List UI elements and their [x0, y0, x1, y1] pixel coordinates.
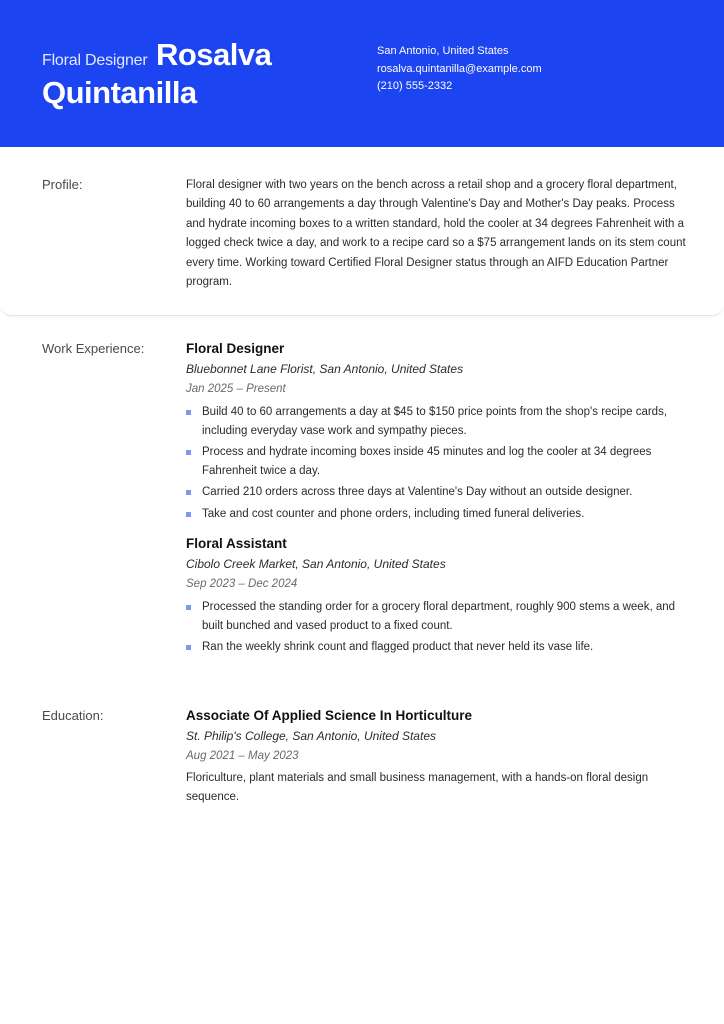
bullet-marker — [186, 605, 191, 610]
last-name: Quintanilla — [42, 75, 197, 110]
contact-info — [377, 43, 542, 96]
job-entry — [186, 535, 686, 657]
location: San Antonio, United States — [377, 45, 509, 57]
list-item: Processed the standing order for a grocery floral department, roughly 900 stems a week, and built bunched and vased product to a fixed count. — [186, 598, 686, 635]
profile-label: Profile: — [42, 177, 83, 192]
bullet-marker — [186, 450, 191, 455]
degree-title: Associate Of Applied Science In Horticulture — [186, 708, 473, 723]
job-dates: Sep 2023 – Dec 2024 — [186, 578, 298, 590]
work-experience-label: Work Experience: — [42, 341, 145, 356]
bullet-marker — [186, 512, 191, 517]
education-label: Education: — [42, 708, 104, 723]
name-block — [42, 38, 342, 110]
email: rosalva.quintanilla@example.com — [377, 62, 542, 75]
job-title: Floral Designer — [186, 341, 285, 356]
job-entry — [186, 340, 686, 523]
bullet-marker — [186, 490, 191, 495]
list-item: Carried 210 orders across three days at Valentine's Day without an outside designer. — [186, 483, 686, 502]
list-item: Take and cost counter and phone orders, including timed funeral deliveries. — [186, 505, 686, 524]
school-name: St. Philip's College, San Antonio, United States — [186, 729, 436, 743]
bullet-marker — [186, 645, 191, 650]
list-item: Ran the weekly shrink count and flagged product that never held its vase life. — [186, 638, 686, 657]
work-experience-content — [186, 340, 686, 660]
job-dates: Jan 2025 – Present — [186, 383, 286, 395]
job-title: Floral Assistant — [186, 536, 287, 551]
profile-text: Floral designer with two years on the bench across a retail shop and a grocery floral department, building 40 to 60 arrangements a day through Valentine's Day and Mother's Day peaks. Process and hydrate incoming boxes to a written standard, hold the cooler at 34 degrees Fahrenheit with a logged check twice a day, and work to a recipe card so a $75 arrangement lands on its stem count every time. Working toward Certified Floral Designer status through an AIFD Education Partner program. — [186, 179, 686, 289]
education-description: Floriculture, plant materials and small business management, with a hands-on floral design sequence. — [186, 772, 649, 803]
education-content — [186, 707, 686, 807]
job-bullets — [186, 598, 686, 657]
resume-header — [0, 0, 724, 147]
list-item: Process and hydrate incoming boxes inside 45 minutes and log the cooler at 34 degrees Fahrenheit twice a day. — [186, 443, 686, 480]
bullet-marker — [186, 410, 191, 415]
job-company: Bluebonnet Lane Florist, San Antonio, United States — [186, 362, 464, 376]
phone: (210) 555-2332 — [377, 80, 453, 92]
job-bullets — [186, 403, 686, 523]
first-name: Rosalva — [155, 37, 272, 72]
job-role: Floral Designer — [42, 52, 148, 69]
job-company: Cibolo Creek Market, San Antonio, United States — [186, 557, 446, 571]
list-item: Build 40 to 60 arrangements a day at $45 to $150 price points from the shop's recipe cards, including everyday vase work and sympathy pieces. — [186, 403, 686, 440]
profile-section — [0, 147, 724, 316]
education-dates: Aug 2021 – May 2023 — [186, 750, 299, 762]
